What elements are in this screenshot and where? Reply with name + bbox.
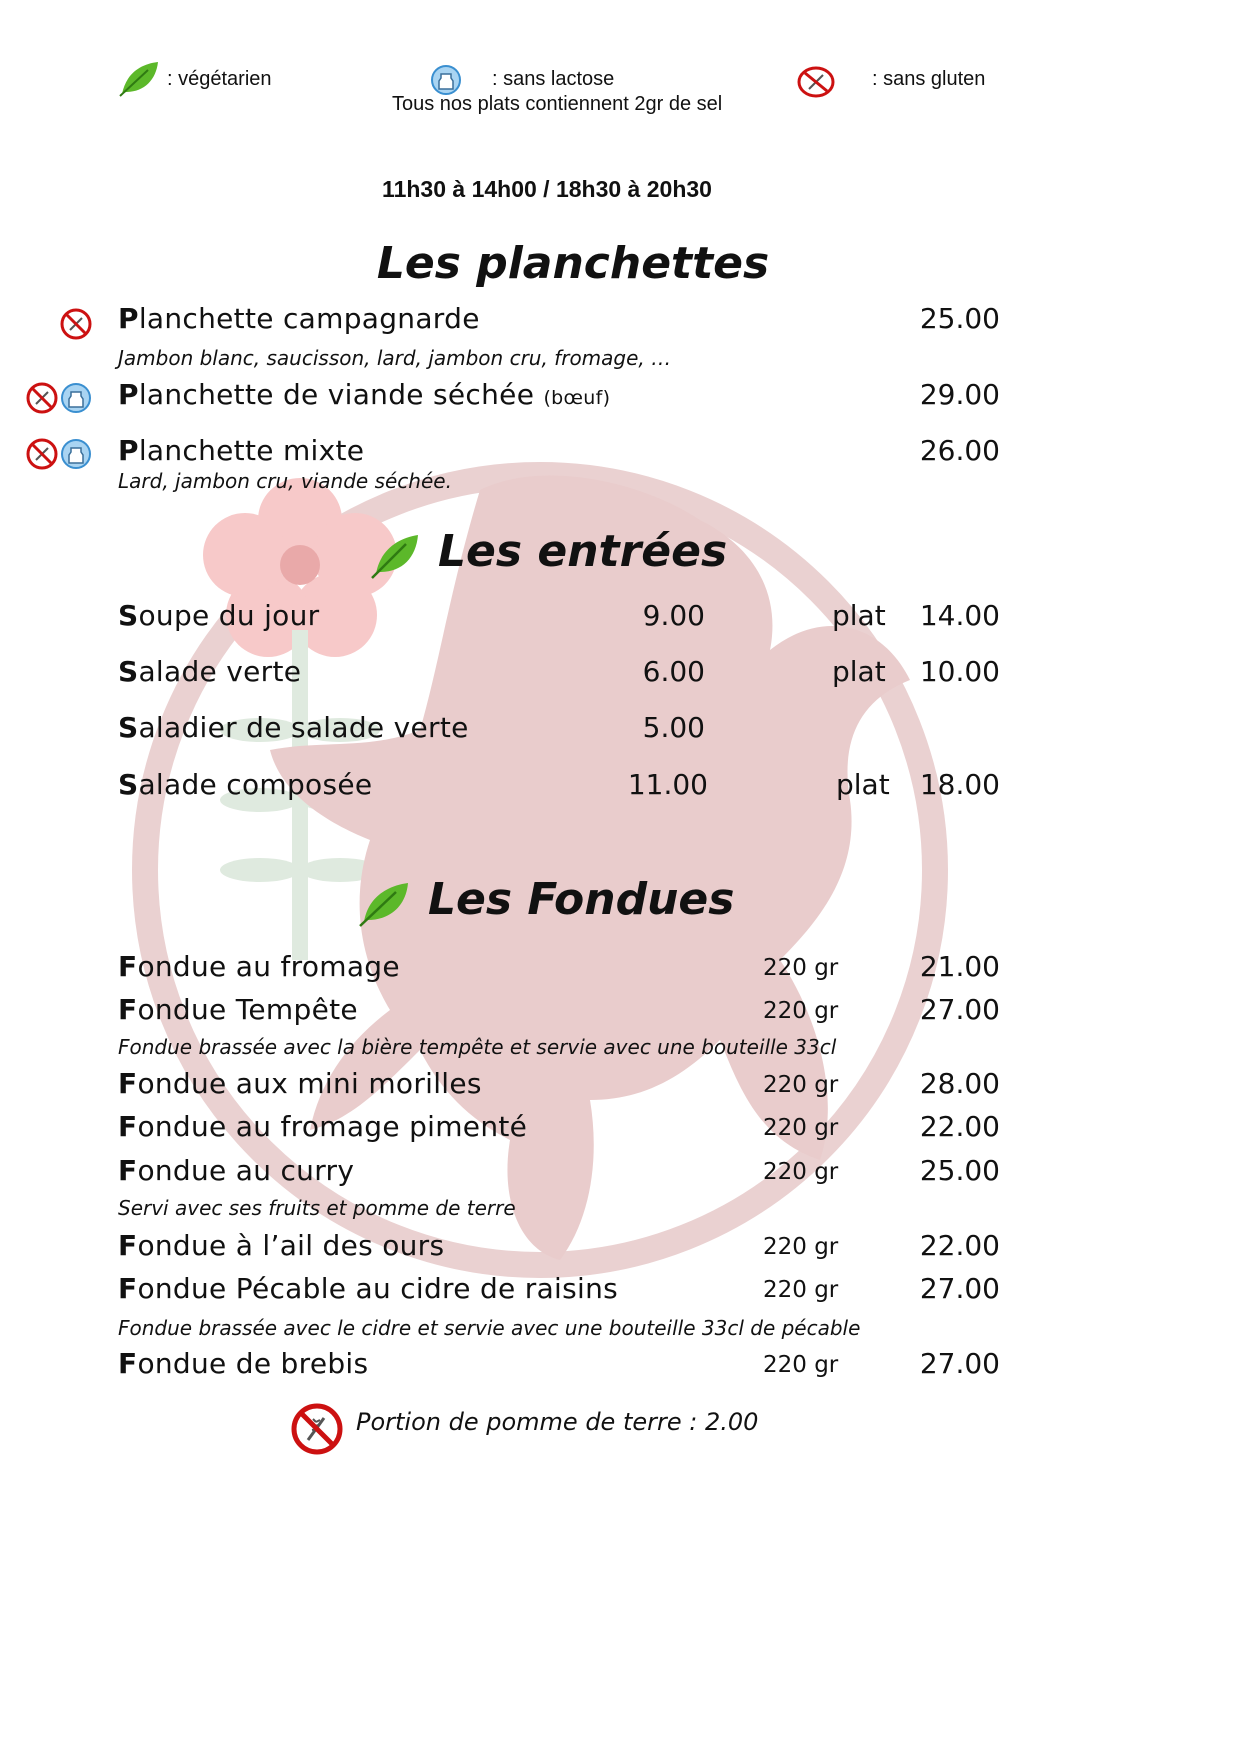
menu-item-fondue-pecable: Fondue Pécable au cidre de raisins	[118, 1272, 619, 1305]
potato-portion-note: Portion de pomme de terre : 2.00	[356, 1408, 759, 1436]
opening-hours: 11h30 à 14h00 / 18h30 à 20h30	[382, 176, 712, 202]
weight: 220 gr	[763, 1159, 839, 1185]
weight: 220 gr	[763, 1072, 839, 1098]
item-description: Jambon blanc, saucisson, lard, jambon cru, fromage, …	[118, 346, 672, 370]
menu-item-fondue-brebis: Fondue de brebis	[118, 1347, 369, 1380]
price: 27.00	[919, 1347, 1000, 1380]
menu-item-fondue-curry: Fondue au curry	[118, 1154, 355, 1187]
price: 5.00	[642, 711, 705, 744]
legend-lactose-free: : sans lactose	[492, 68, 615, 90]
gluten-free-icon	[60, 308, 92, 340]
item-description: Lard, jambon cru, viande séchée.	[118, 469, 452, 493]
gluten-free-icon	[26, 438, 58, 470]
menu-item-fondue-ail-des-ours: Fondue à l’ail des ours	[118, 1229, 445, 1262]
section-title-planchettes: Les planchettes	[376, 238, 770, 289]
plat-label: plat	[836, 768, 890, 801]
leaf-icon	[370, 532, 420, 580]
section-title-entrees: Les entrées	[438, 526, 728, 577]
price: 22.00	[919, 1110, 1000, 1143]
price: 11.00	[627, 768, 708, 801]
menu-item-fondue-mini-morilles: Fondue aux mini morilles	[118, 1067, 482, 1100]
price: 25.00	[919, 302, 1000, 335]
weight: 220 gr	[763, 1234, 839, 1260]
salt-note: Tous nos plats contiennent 2gr de sel	[392, 93, 723, 115]
gluten-free-icon	[290, 1402, 344, 1456]
weight: 220 gr	[763, 1115, 839, 1141]
price: 21.00	[919, 950, 1000, 983]
menu-item-fondue-tempete: Fondue Tempête	[118, 993, 358, 1026]
plat-label: plat	[832, 655, 886, 688]
plat-price: 18.00	[919, 768, 1000, 801]
plat-price: 10.00	[919, 655, 1000, 688]
menu-item-planchette-campagnarde: Planchette campagnarde	[118, 302, 480, 335]
plat-label: plat	[832, 599, 886, 632]
lactose-free-icon	[60, 438, 92, 470]
menu-item-planchette-mixte: Planchette mixte	[118, 434, 365, 467]
price: 29.00	[919, 378, 1000, 411]
lactose-free-icon	[60, 382, 92, 414]
price: 27.00	[919, 1272, 1000, 1305]
legend-gluten-free: : sans gluten	[872, 68, 986, 90]
price: 26.00	[919, 434, 1000, 467]
plat-price: 14.00	[919, 599, 1000, 632]
price: 27.00	[919, 993, 1000, 1026]
item-description: Servi avec ses fruits et pomme de terre	[118, 1196, 516, 1220]
item-description: Fondue brassée avec la bière tempête et servie avec une bouteille 33cl	[118, 1035, 837, 1059]
gluten-free-icon	[26, 382, 58, 414]
price: 6.00	[642, 655, 705, 688]
lactose-free-icon	[430, 64, 462, 96]
section-title-fondues: Les Fondues	[428, 874, 735, 925]
menu-item-soupe-du-jour: Soupe du jour	[118, 599, 320, 632]
legend-vegetarian: : végétarien	[167, 68, 272, 90]
menu-item-salade-verte: Salade verte	[118, 655, 302, 688]
weight: 220 gr	[763, 1277, 839, 1303]
price: 25.00	[919, 1154, 1000, 1187]
leaf-icon	[358, 880, 410, 928]
menu-item-saladier-salade-verte: Saladier de salade verte	[118, 711, 469, 744]
price: 22.00	[919, 1229, 1000, 1262]
weight: 220 gr	[763, 998, 839, 1024]
price: 9.00	[642, 599, 705, 632]
menu-item-salade-composee: Salade composée	[118, 768, 373, 801]
gluten-free-icon	[796, 65, 836, 99]
item-description: Fondue brassée avec le cidre et servie avec une bouteille 33cl de pécable	[118, 1316, 861, 1340]
leaf-icon	[118, 60, 160, 98]
menu-item-fondue-fromage: Fondue au fromage	[118, 950, 400, 983]
menu-item-fondue-fromage-pimente: Fondue au fromage pimenté	[118, 1110, 528, 1143]
weight: 220 gr	[763, 1352, 839, 1378]
weight: 220 gr	[763, 955, 839, 981]
menu-item-planchette-viande-sechee: Planchette de viande séchée (bœuf)	[118, 378, 611, 411]
price: 28.00	[919, 1067, 1000, 1100]
